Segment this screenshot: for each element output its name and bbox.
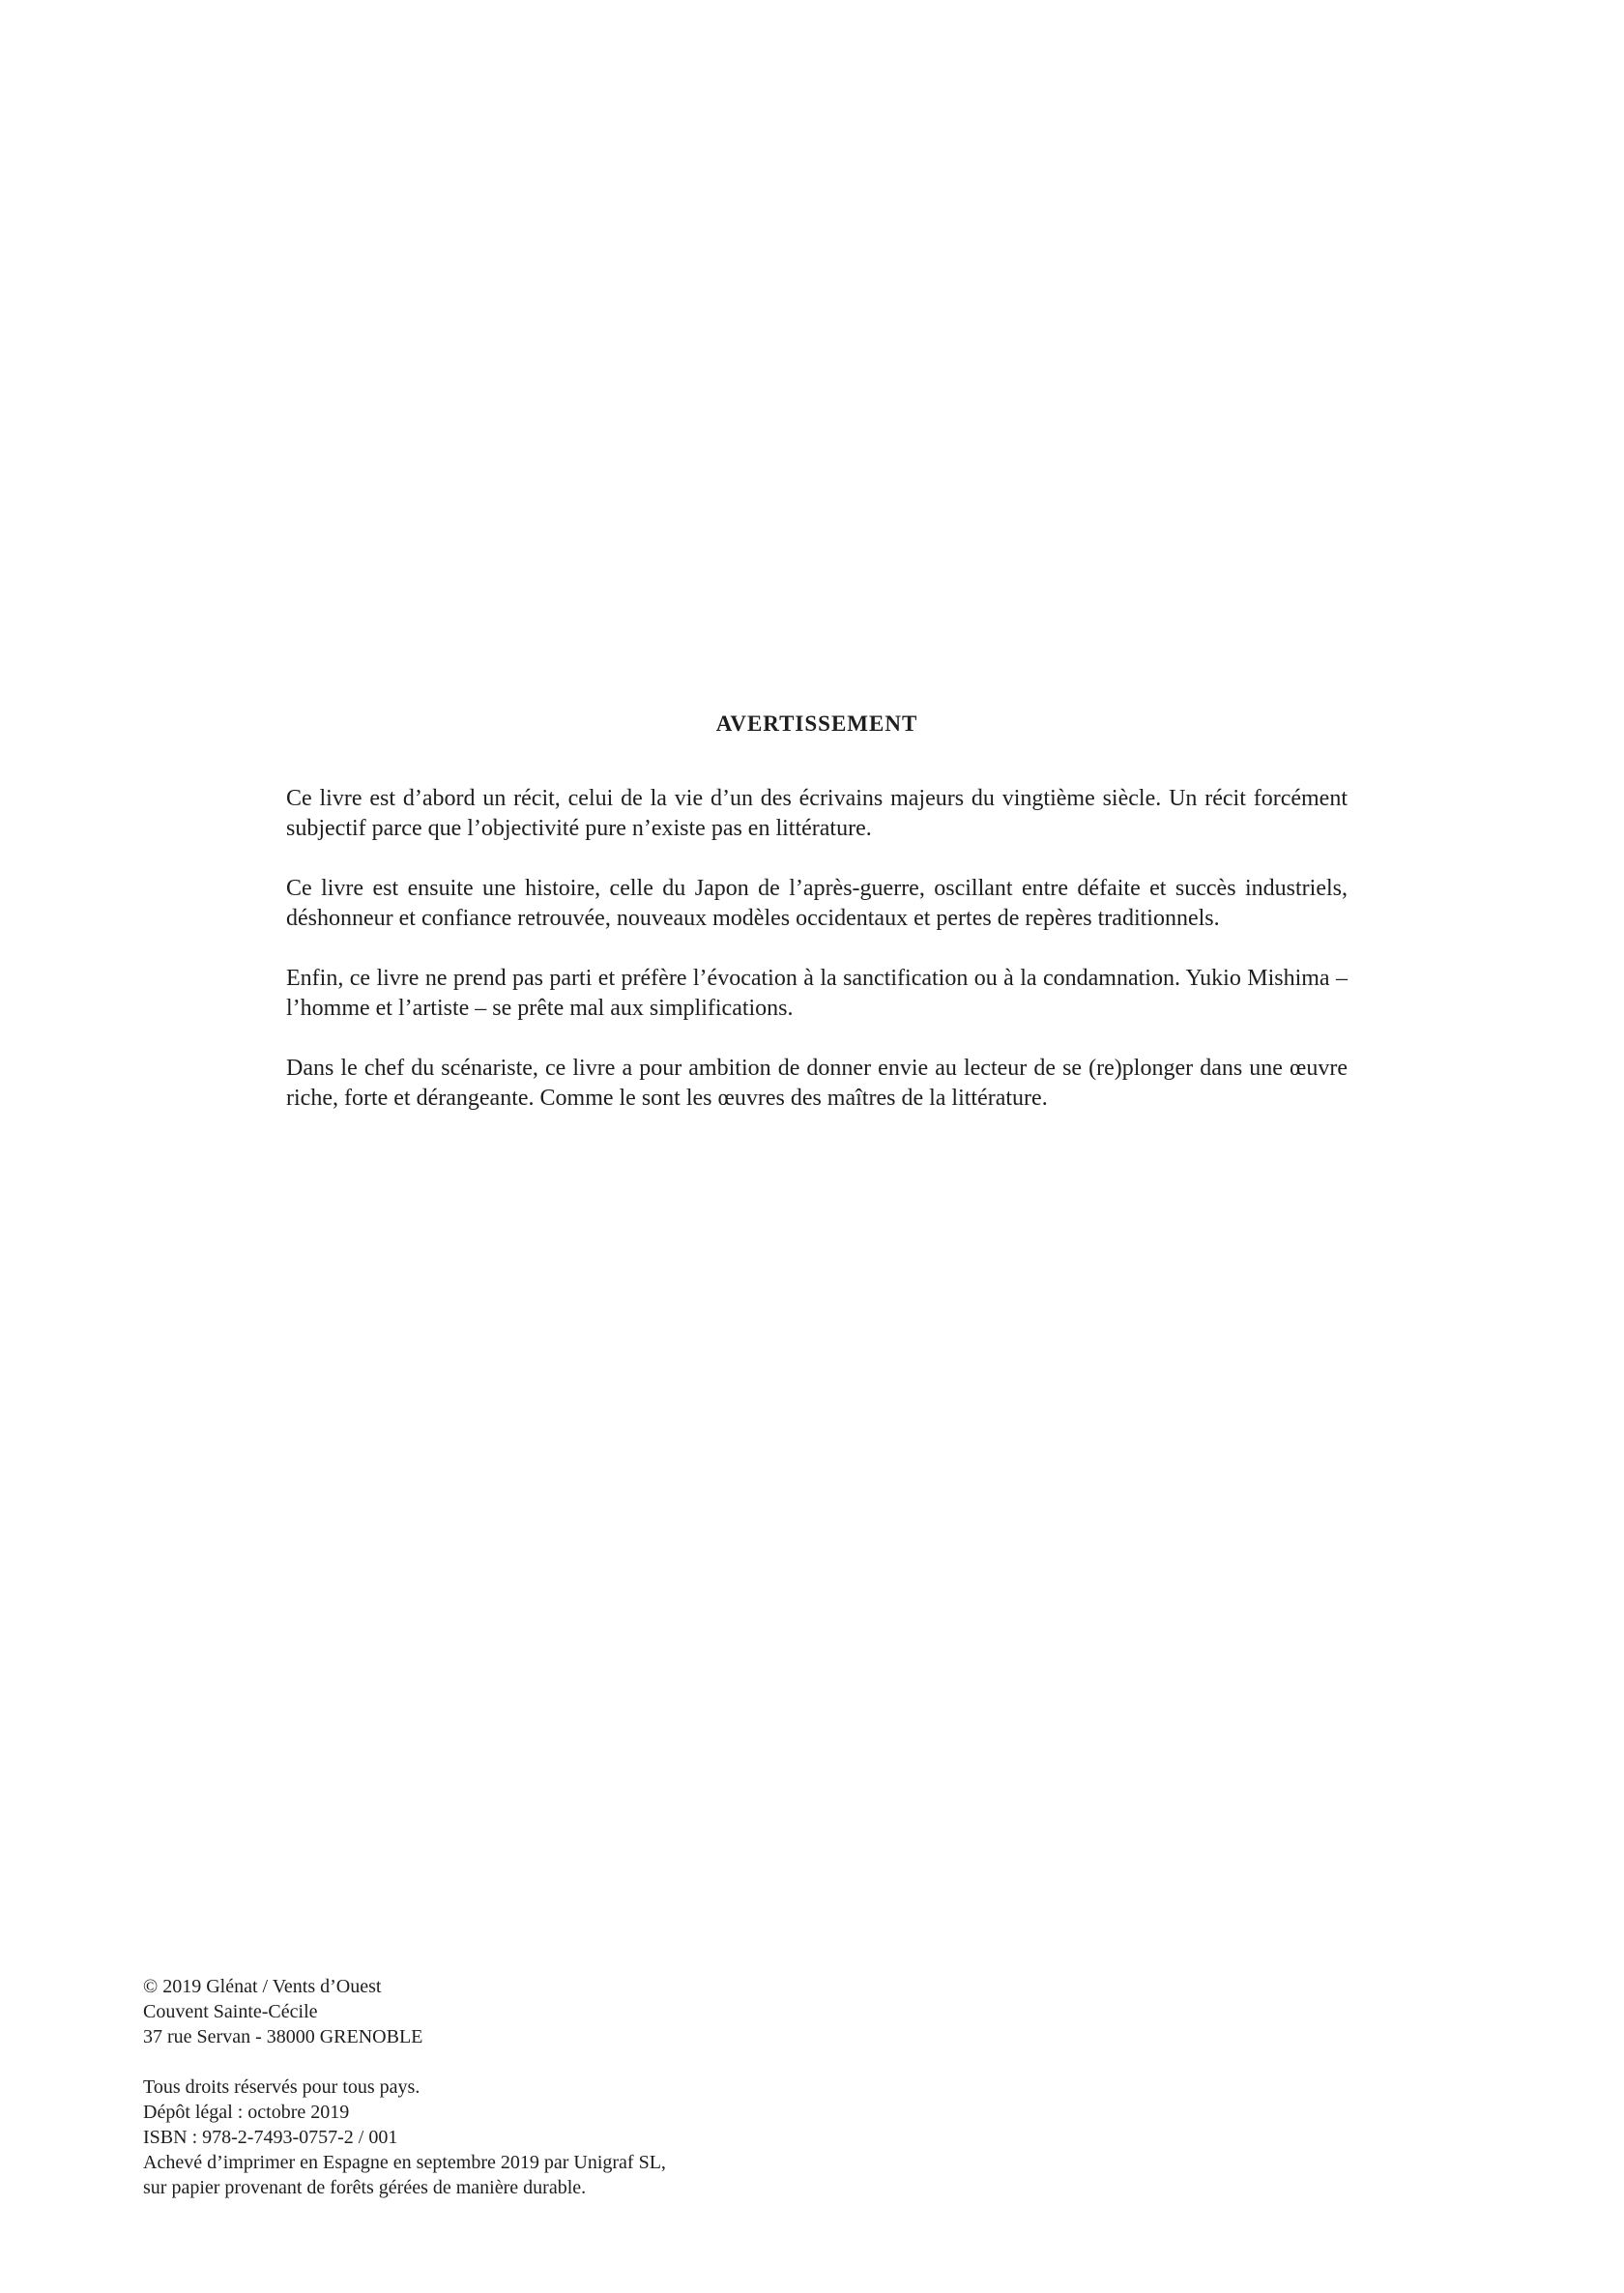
publisher-address [143,1974,1013,2049]
printing-line: Achevé d’imprimer en Espagne en septembre 2019 par Unigraf SL, [143,2152,666,2173]
legal-deposit-line: Dépôt légal : octobre 2019 [143,2102,350,2123]
notice-paragraph: Ce livre est d’abord un récit, celui de la vie d’un des écrivains majeurs du vingtième siècle. Un récit forcément subjectif parce que l’objectivité pure n’existe pas en littérature. [286,786,1348,841]
address-line: 37 rue Servan - 38000 GRENOBLE [143,2026,423,2047]
legal-info [143,2075,1013,2200]
isbn-line: ISBN : 978-2-7493-0757-2 / 001 [143,2127,398,2148]
copyright-line: © 2019 Glénat / Vents d’Ouest [143,1976,382,1997]
paper-line: sur papier provenant de forêts gérées de manière durable. [143,2177,587,2198]
notice-paragraph: Enfin, ce livre ne prend pas parti et préfère l’évocation à la sanctification ou à la condamnation. Yukio Mishima – l’homme et l’artiste – se prête mal aux simplifications. [286,966,1348,1021]
rights-line: Tous droits réservés pour tous pays. [143,2076,420,2098]
notice-paragraph: Ce livre est ensuite une histoire, celle du Japon de l’après-guerre, oscillant entre défaite et succès industriels, déshonneur et confiance retrouvée, nouveaux modèles occidentaux et pertes de repères traditionnels. [286,876,1348,931]
notice-title: AVERTISSEMENT [715,711,918,736]
notice-paragraph: Dans le chef du scénariste, ce livre a pour ambition de donner envie au lecteur de se (re)plonger dans une œuvre riche, forte et dérangeante. Comme le sont les œuvres des maîtres de la littérature. [286,1056,1348,1111]
notice-section [286,711,1348,1144]
colophon [143,1974,1013,2225]
address-line: Couvent Sainte-Cécile [143,2001,318,2022]
